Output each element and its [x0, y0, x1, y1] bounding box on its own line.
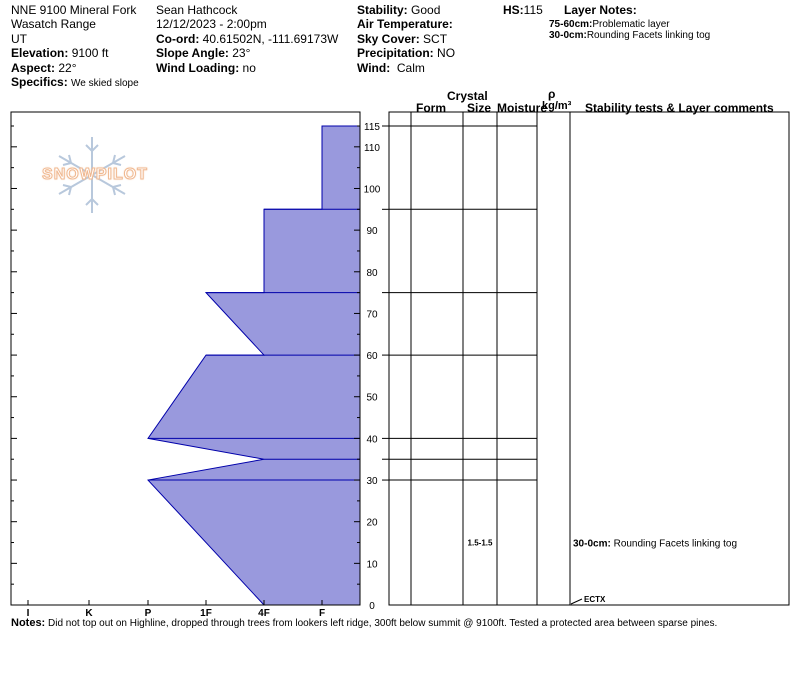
mountain-range: Wasatch Range	[11, 17, 96, 31]
hs-value: 115	[523, 3, 543, 17]
wind-loading-value: no	[242, 61, 256, 75]
wind-loading-label: Wind Loading:	[156, 61, 240, 75]
depth-tick-label: 110	[364, 142, 380, 154]
depth-tick-label: 80	[366, 267, 378, 279]
logo-text: SNOWPILOT	[42, 166, 148, 183]
density-symbol: ρ	[548, 87, 556, 101]
size-header: Size	[467, 101, 492, 115]
layer-note-range: 75-60cm:	[549, 19, 593, 30]
density-unit: kg/m³	[542, 100, 572, 112]
layer-comment: 30-0cm: Rounding Facets linking tog	[573, 538, 737, 550]
depth-tick-label: 50	[366, 392, 378, 404]
hardness-tick-label: 4F	[258, 608, 270, 619]
specifics-label: Specifics:	[11, 75, 68, 89]
aspect-value: 22°	[58, 61, 77, 75]
depth-tick-label: 10	[366, 559, 378, 571]
elevation-value: 9100 ft	[71, 46, 109, 60]
depth-tick-label: 70	[366, 309, 378, 321]
hs-label: HS:	[503, 3, 524, 17]
state: UT	[11, 32, 27, 46]
moisture-header: Moisture	[497, 101, 548, 115]
elevation-label: Elevation:	[11, 46, 69, 60]
slope-label: Slope Angle:	[156, 46, 229, 60]
notes	[11, 617, 717, 629]
form-header: Form	[416, 101, 446, 115]
crystal-header: Crystal	[447, 89, 488, 103]
depth-tick-label: 90	[366, 226, 378, 238]
wind-value: Calm	[396, 61, 425, 75]
depth-tick-label: 100	[363, 184, 381, 196]
notes-text: Did not top out on Highline, dropped through trees from lookers left ridge, 300ft below summit @ 9100ft. Tested a protected area between sparse pines.	[48, 618, 718, 629]
depth-tick-label: 40	[366, 434, 378, 446]
observer: Sean Hathcock	[156, 3, 238, 17]
specifics-value: We skied slope	[71, 78, 139, 89]
layer-note-text: Rounding Facets linking tog	[586, 30, 711, 41]
layer-note-range: 30-0cm:	[549, 30, 587, 41]
air-temp-label: Air Temperature:	[357, 17, 453, 31]
coord-value: 40.61502N, -111.69173W	[202, 32, 339, 46]
layer-table-frame	[389, 112, 789, 605]
hardness-tick-label: K	[85, 608, 93, 619]
depth-tick-label: 115	[364, 122, 380, 133]
stability-value: Good	[411, 3, 441, 17]
depth-tick-label: 60	[366, 351, 378, 363]
layer-notes-label: Layer Notes:	[564, 3, 637, 17]
precip-value: NO	[437, 46, 456, 60]
crystal-size-value: 1.5-1.5	[467, 538, 493, 548]
notes-label: Notes:	[11, 617, 46, 629]
precip-label: Precipitation:	[357, 46, 434, 60]
hardness-tick-label: I	[26, 608, 30, 619]
stability-label: Stability:	[357, 3, 408, 17]
wind-label: Wind:	[357, 61, 391, 75]
location: NNE 9100 Mineral Fork	[11, 3, 137, 17]
coord-label: Co-ord:	[156, 32, 200, 46]
hardness-tick-label: F	[318, 608, 326, 619]
aspect-label: Aspect:	[11, 61, 56, 75]
hardness-profile-area	[148, 126, 360, 605]
hardness-tick-label: 1F	[200, 608, 212, 619]
slope-value: 23°	[232, 46, 251, 60]
datetime: 12/12/2023 - 2:00pm	[156, 17, 267, 31]
depth-tick-label: 20	[366, 517, 378, 529]
comments-header: Stability tests & Layer comments	[585, 101, 774, 115]
test-pointer-line	[571, 599, 582, 604]
sky-value: SCT	[423, 32, 448, 46]
sky-label: Sky Cover:	[357, 32, 420, 46]
depth-tick-label: 30	[366, 476, 378, 488]
hardness-tick-label: P	[144, 608, 152, 619]
depth-tick-label: 0	[369, 601, 375, 612]
layer-note-text: Problematic layer	[592, 19, 670, 30]
stability-test-label: ECTX	[584, 595, 606, 604]
